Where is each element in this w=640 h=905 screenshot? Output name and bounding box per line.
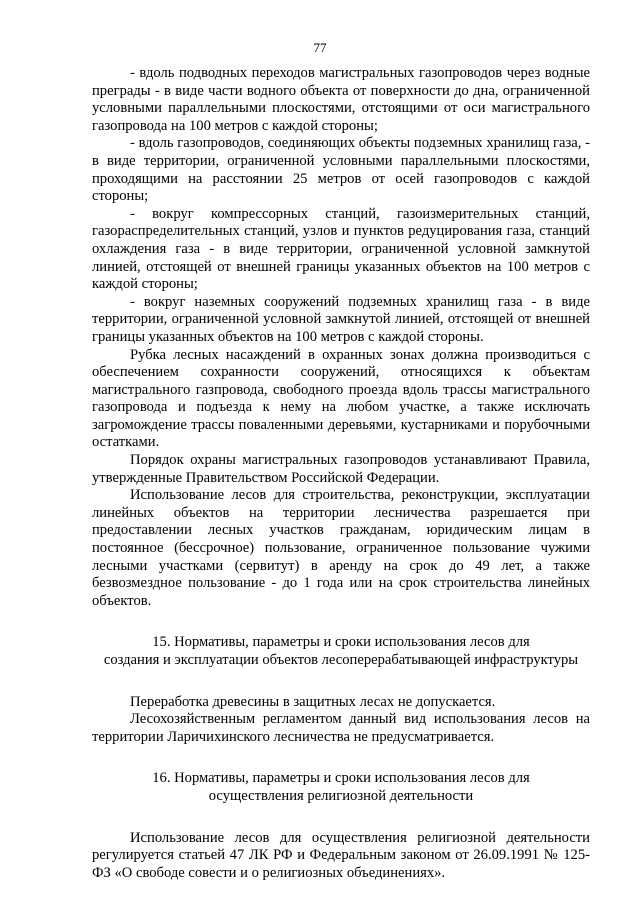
paragraph-felling-in-zones: Рубка лесных насаждений в охранных зонах должна производиться с обеспечением сохранности сооружений, относящихся к объектам магистрального газпровода, свободного проезда вдоль трассы магистрального газопровода и подъезда к нему на любом участке, а также исключать загромождение трассы поваленными деревьями, кустарниками и порубочными остатками. <box>92 346 590 451</box>
paragraph-compressor-stations: - вокруг компрессорных станций, газоизмерительных станций, газораспределительных станций, узлов и пунктов редуцирования газа, станций охлаждения газа - в виде территории, ограниченной условной замкнутой линией, отстоящей от внешней границы указанных объектов на 100 метров с каждой стороны; <box>92 205 590 293</box>
section-15-heading-line2: создания и эксплуатации объектов лесоперерабатывающей инфраструктуры <box>103 652 579 668</box>
section-16-heading-line1: 16. Нормативы, параметры и сроки использования лесов для <box>152 770 530 787</box>
section-15-paragraph: Переработка древесины в защитных лесах не допускается. <box>130 693 496 710</box>
section-16 <box>92 770 590 882</box>
section-spacer <box>92 610 590 634</box>
section-15-spacer <box>92 670 590 694</box>
section-15-paragraph: Лесохозяйственным регламентом данный вид использования лесов на территории Ларичихинского лесничества не предусматривается. <box>92 711 590 745</box>
document-body <box>92 65 590 882</box>
paragraph-protection-rules: Порядок охраны магистральных газопроводов устанавливают Правила, утвержденные Правительством Российской Федерации. <box>92 452 590 486</box>
section-16-heading-line2: осуществления религиозной деятельности <box>208 787 474 804</box>
page-number: 77 <box>313 40 327 55</box>
section-16-spacer <box>92 806 590 830</box>
section-15-heading-line1: 15. Нормативы, параметры и сроки использования лесов для <box>152 634 530 651</box>
paragraph-underwater-crossings: - вдоль подводных переходов магистральных газопроводов через водные преграды - в виде части водного объекта от поверхности до дна, ограниченной условными параллельными плоскостями, отстоящими от оси магистрального газопровода на 100 метров с каждой стороны; <box>92 65 590 134</box>
paragraph-linear-objects: Использование лесов для строительства, реконструкции, эксплуатации линейных объектов на территории лесничества разрешается при предоставлении лесных участков гражданам, юридическим лицам в постоянное (бессрочное) пользование, ограниченное пользование чужими лесными участками (сервитут) в аренду на срок до 49 лет, а также безвозмездное пользование - до 1 года или на срок строительства линейных объектов. <box>92 487 590 609</box>
section-15 <box>92 634 590 746</box>
section-16-paragraph: Использование лесов для осуществления религиозной деятельности регулируется статьей 47 ЛК РФ и Федеральным законом от 26.09.1991 № 125-ФЗ «О свободе совести и о религиозных объединениях». <box>92 829 590 881</box>
paragraph-ground-structures: - вокруг наземных сооружений подземных хранилищ газа - в виде территории, ограниченной условной замкнутой линией, отстоящей от внешней границы указанных объектов на 100 метров с каждой стороны. <box>92 293 590 345</box>
paragraph-gas-storage-pipelines: - вдоль газопроводов, соединяющих объекты подземных хранилищ газа, - в виде территории, ограниченной условными параллельными плоскостями, проходящими на расстоянии 25 метров от осей газопроводов с каждой стороны; <box>92 135 590 205</box>
section-spacer <box>92 746 590 770</box>
